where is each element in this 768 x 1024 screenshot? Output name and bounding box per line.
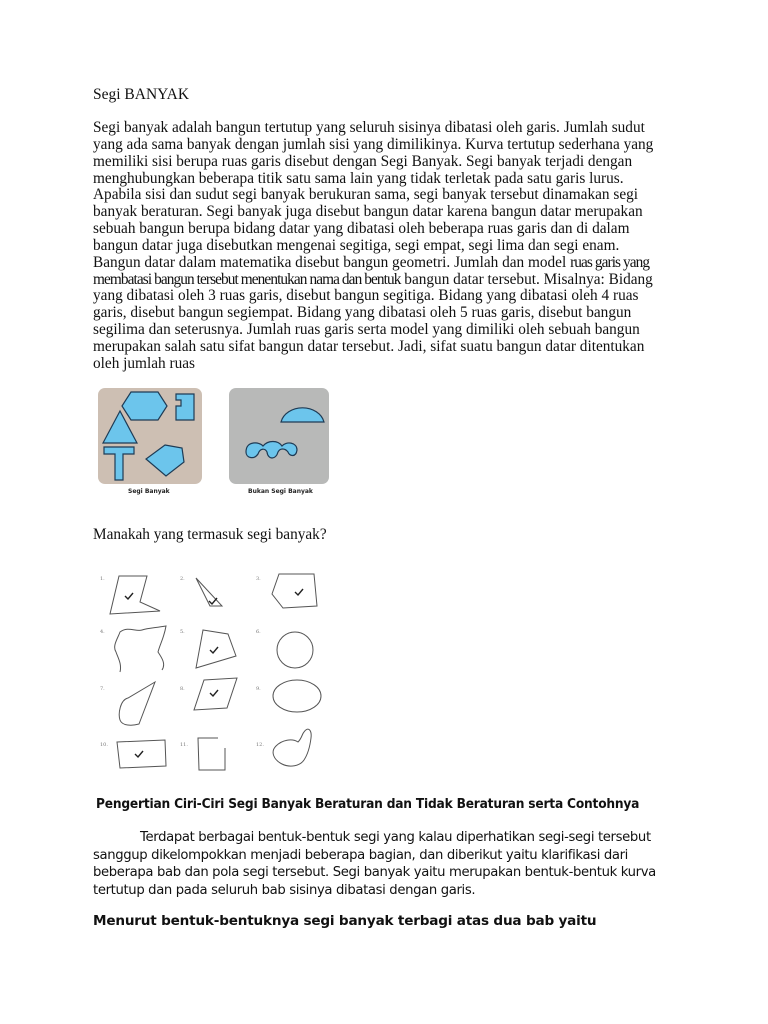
quiz-shape-11	[198, 738, 225, 770]
check-icon	[135, 751, 143, 757]
section-heading-types: Menurut bentuk-bentuknya segi banyak terbagi atas dua bab yaitu	[93, 913, 597, 929]
quiz-shape-1	[110, 576, 160, 614]
l-shape	[176, 394, 194, 420]
quiz-shape-4	[115, 626, 166, 672]
check-icon	[209, 598, 217, 604]
item-number: 10.	[100, 742, 108, 748]
quiz-shape-10	[117, 740, 166, 768]
hexagon-shape	[122, 392, 167, 420]
question-text: Manakah yang termasuk segi banyak?	[93, 526, 327, 543]
item-number: 11.	[180, 742, 188, 748]
item-number: 8.	[180, 686, 185, 692]
characteristics-paragraph	[93, 829, 673, 899]
item-number: 6.	[256, 629, 261, 635]
quiz-shape-6	[277, 632, 313, 668]
check-icon	[125, 593, 133, 599]
intro-text-part2: ruas garis yang membatasi bangun tersebut menentukan nama dan bentuk	[93, 253, 650, 288]
quiz-shape-12	[273, 729, 311, 766]
item-number: 1.	[100, 576, 105, 582]
item-number: 4.	[100, 629, 105, 635]
intro-text-part3: bangun datar tersebut. Misalnya: Bidang yang dibatasi oleh 3 ruas garis, disebut bangun segitiga. Bidang yang dibatasi oleh 4 ruas garis, disebut bangun segiempat. Bidang yang dibatasi oleh 5 ruas garis, disebut bangun segilima dan seterusnya. Jumlah ruas garis serta model yang dimiliki oleh sebuah bangun merupakan salah satu sifat bangun datar tersebut. Jadi, sifat suatu bangun datar ditentukan oleh jumlah ruas	[93, 270, 653, 372]
item-number: 3.	[256, 576, 261, 582]
item-number: 2.	[180, 576, 185, 582]
quiz-shape-3	[272, 574, 317, 608]
item-number: 7.	[100, 686, 105, 692]
item-number: 9.	[256, 686, 261, 692]
document-title: Segi BANYAK	[93, 86, 190, 103]
check-icon	[210, 690, 218, 696]
section-heading-characteristics: Pengertian Ciri-Ciri Segi Banyak Beraturan dan Tidak Beraturan serta Contohnya	[96, 796, 640, 812]
check-icon	[295, 589, 303, 595]
check-icon	[210, 647, 218, 653]
intro-text-part1: Segi banyak adalah bangun tertutup yang seluruh sisinya dibatasi oleh garis. Jumlah sudut yang ada sama banyak dengan jumlah sisi yang dimilikinya. Kurva tertutup sederhana yang memiliki sisi berupa ruas garis disebut dengan Segi Banyak. Segi banyak terjadi dengan menghubungkan beberapa titik satu sama lain yang tidak terletak pada satu garis lurus. Apabila sisi dan sudut segi banyak berukuran sama, segi banyak tersebut dinamakan segi banyak beraturan. Segi banyak juga disebut bangun datar karena bangun datar merupakan sebuah bangun berupa bidang datar yang dibatasi oleh beberapa ruas garis dan di dalam bangun datar juga disebutkan mengenai segitiga, segi empat, segi lima dan segi enam. Bangun datar dalam matematika disebut bangun geometri. Jumlah dan model	[93, 119, 654, 271]
polygon-caption: Segi Banyak	[128, 488, 170, 495]
polygon-vs-nonpolygon-figure	[96, 386, 336, 498]
item-number: 5.	[180, 629, 185, 635]
item-number: 12.	[256, 742, 264, 748]
characteristics-text: Terdapat berbagai bentuk-bentuk segi yang kalau diperhatikan segi-segi tersebut sanggup dikelompokkan menjadi beberapa bagian, dan diberikut yaitu klarifikasi dari beberapa bab dan pola segi tersebut. Segi banyak yaitu merupakan bentuk-bentuk kurva tertutup dan pada seluruh bab sisinya dibatasi dengan garis.	[93, 830, 656, 898]
quiz-shape-7	[119, 682, 155, 725]
intro-paragraph	[93, 120, 663, 373]
nonpolygon-caption: Bukan Segi Banyak	[248, 488, 313, 495]
quiz-shape-9	[273, 680, 321, 712]
nonpolygon-panel	[229, 388, 329, 484]
polygon-quiz-figure	[92, 566, 338, 778]
